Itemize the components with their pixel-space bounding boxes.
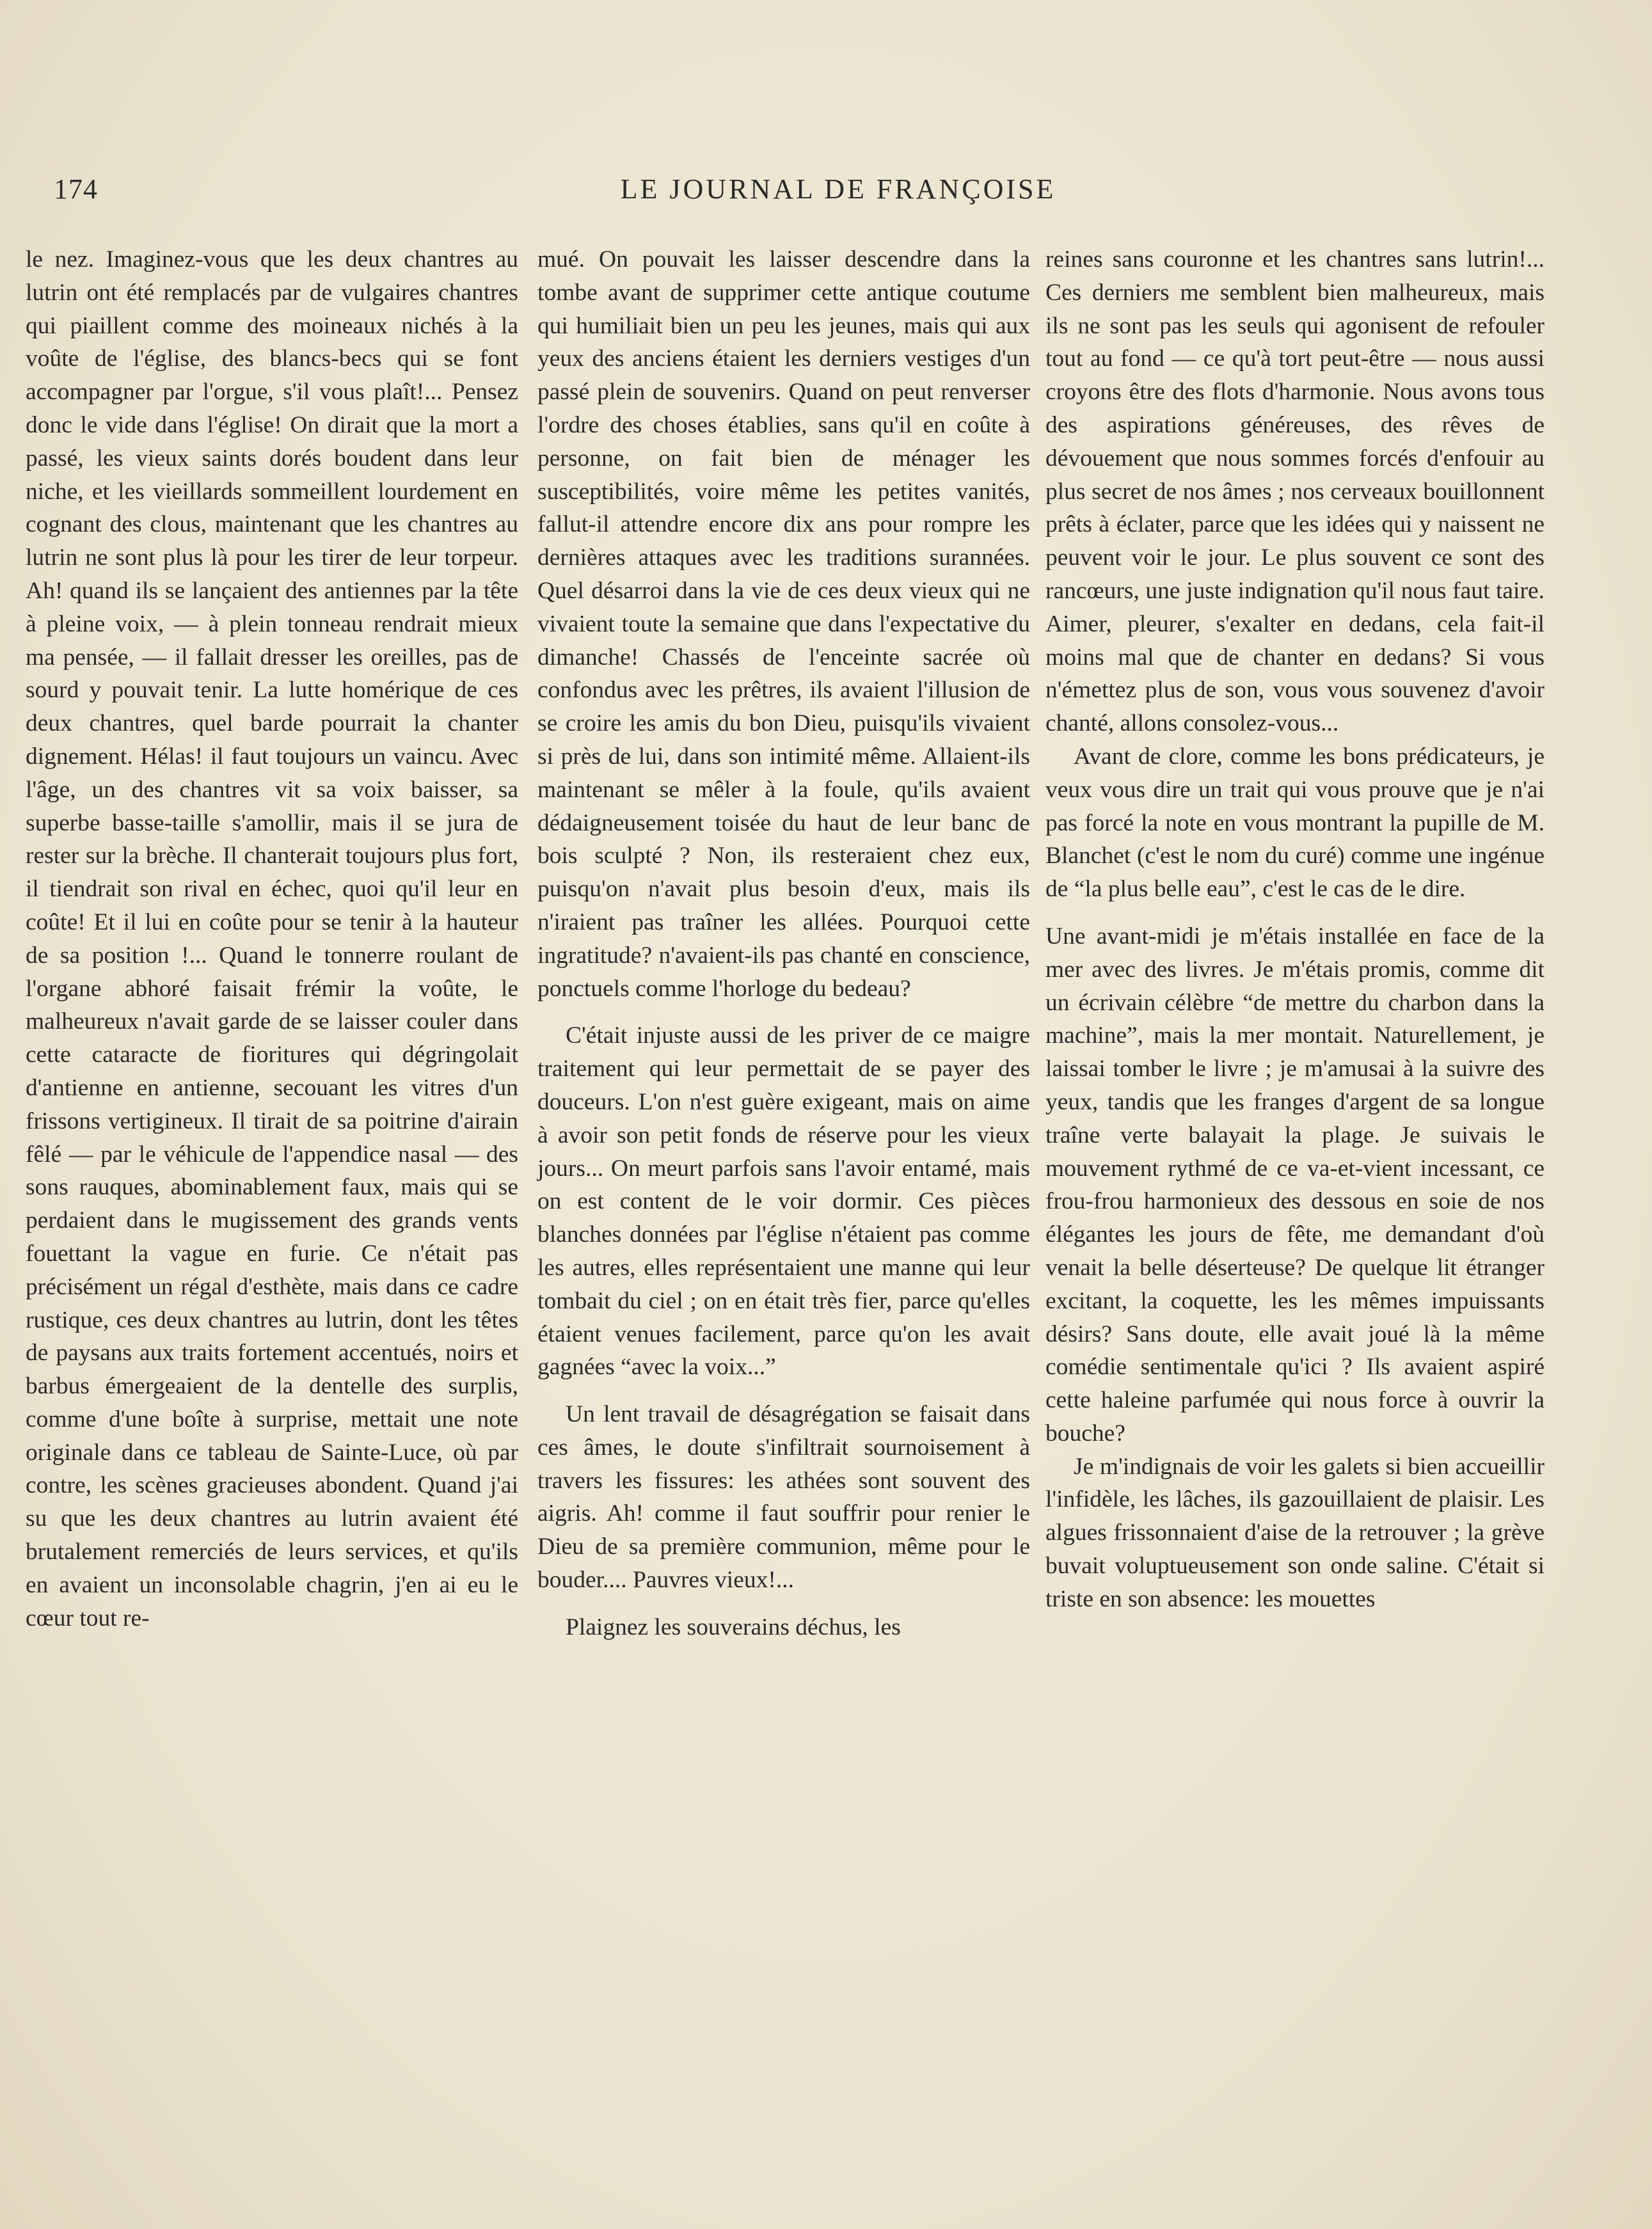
- paragraph: Une avant-midi je m'étais installée en face de la mer avec des livres. Je m'étais promis, comme dit un écrivain célèbre “de mettre du charbon dans la machine”, mais la mer montait. Naturellement, je laissai tomber le livre ; je m'amusai à la suivre des yeux, tandis que les franges d'argent de sa longue traîne verte balayait la plage. Je suivais le mouvement rythmé de ce va-et-vient incessant, ce frou-frou harmonieux des dessous en soie de nos élégantes les jours de fête, me demandant d'où venait la belle déserteuse? De quelque lit étranger excitant, la coquette, les les mêmes impuissants désirs? Sans doute, elle avait joué là la même comédie sentimentale qu'ici ? Ils avaient aspiré cette haleine parfumée qui nous force à ouvrir la bouche?: [1045, 923, 1545, 1447]
- running-head: [51, 173, 1574, 218]
- paragraph: Un lent travail de désagrégation se faisait dans ces âmes, le doute s'infiltrait sournoisement à travers les fissures: les athées sont souvent des aigris. Ah! comme il faut souffrir pour renier le Dieu de sa première communion, même pour le bouder.... Pauvres vieux!...: [537, 1401, 1030, 1594]
- paragraph: Avant de clore, comme les bons prédicateurs, je veux vous dire un trait qui vous prouve que je n'ai pas forcé la note en vous montrant la pupille de M. Blanchet (c'est le nom du curé) comme une ingénue de “la plus belle eau”, c'est le cas de le dire.: [1045, 743, 1545, 903]
- paragraph: Je m'indignais de voir les galets si bien accueillir l'infidèle, les lâches, ils gazouillaient de plaisir. Les algues frissonnaient d'aise de la retrouver ; la grève buvait voluptueusement son onde saline. C'était si triste en son absence: les mouettes: [1045, 1453, 1545, 1612]
- text-column-2: [537, 243, 1030, 2194]
- paragraph: le nez. Imaginez-vous que les deux chantres au lutrin ont été remplacés par de vulgaires chantres qui piaillent comme des moineaux nichés à la voûte de l'église, des blancs-becs qui se font accompagner par l'orgue, s'il vous plaît!... Pensez donc le vide dans l'église! On dirait que la mort a passé, les vieux saints dorés boudent dans leur niche, et les vieillards sommeillent lourdement en cognant des clous, maintenant que les chantres au lutrin ne sont plus là pour les tirer de leur torpeur. Ah! quand ils se lançaient des antiennes par la tête à pleine voix, — à plein tonneau rendrait mieux ma pensée, — il fallait dresser les oreilles, pas de sourd y pouvait tenir. La lutte homérique de ces deux chantres, quel barde pourrait la chanter dignement. Hélas! il faut toujours un vaincu. Avec l'âge, un des chantres vit sa voix baisser, sa superbe basse-taille s'amollir, mais il se jura de rester sur la brèche. Il chanterait toujours plus fort, il tiendrait son rival en échec, quoi qu'il leur en coûte! Et il lui en coûte pour se tenir à la hauteur de sa position !... Quand le tonnerre roulant de l'organe abhoré faisait frémir la voûte, le malheureux n'avait garde de se laisser couler dans cette cataracte de fioritures qui dégringolait d'antienne en antienne, secouant les vitres d'un frissons vertigineux. Il tirait de sa poitrine d'airain fêlé — par le véhicule de l'appendice nasal — des sons rauques, abominablement faux, mais qui se perdaient dans le mugissement des grands vents fouettant la vague en furie. Ce n'était pas précisément un régal d'esthète, mais dans ce cadre rustique, ces deux chantres au lutrin, dont les têtes de paysans aux traits fortement accentués, noirs et barbus émergeaient de la dentelle des surplis, comme d'une boîte à surprise, mettait une note originale dans ce tableau de Sainte-Luce, où par contre, les scènes gracieuses abondent. Quand j'ai su que les deux chantres au lutrin avaient été brutalement remerciés de leurs services, et qu'ils en avaient un inconsolable chagrin, j'en ai eu le cœur tout re-: [26, 246, 518, 1631]
- paragraph: Plaignez les souverains déchus, les: [566, 1614, 901, 1640]
- page-number: 174: [54, 173, 98, 205]
- journal-title: LE JOURNAL DE FRANÇOISE: [620, 173, 1056, 205]
- text-column-3: [1045, 243, 1545, 2194]
- paragraph: reines sans couronne et les chantres sans lutrin!... Ces derniers me semblent bien malheureux, mais ils ne sont pas les seuls qui agonisent de refouler tout au fond — ce qu'à tort peut-être — nous aussi croyons être des flots d'harmonie. Nous avons tous des aspirations généreuses, des rêves de dévouement que nous sommes forcés d'enfouir au plus secret de nos âmes ; nos cerveaux bouillonnent prêts à éclater, parce que les idées qui y naissent ne peuvent voir le jour. Le plus souvent ce sont des rancœurs, une juste indignation qu'il nous faut taire. Aimer, pleurer, s'exalter en dedans, cela fait-il moins mal que de chanter en dedans? Si vous n'émettez plus de son, vous vous souvenez d'avoir chanté, allons consolez-vous...: [1045, 246, 1545, 737]
- paragraph: C'était injuste aussi de les priver de ce maigre traitement qui leur permettait de se payer des douceurs. L'on n'est guère exigeant, mais on aime à avoir son petit fonds de réserve pour les vieux jours... On meurt parfois sans l'avoir entamé, mais on est content de le voir dormir. Ces pièces blanches données par l'église n'étaient pas comme les autres, elles représentaient une manne qui leur tombait du ciel ; on en était très fier, parce qu'elles étaient venues facilement, parce qu'on les avait gagnées “avec la voix...”: [537, 1022, 1030, 1381]
- paragraph: mué. On pouvait les laisser descendre dans la tombe avant de supprimer cette antique coutume qui humiliait bien un peu les jeunes, mais qui aux yeux des anciens étaient les derniers vestiges d'un passé plein de souvenirs. Quand on peut renverser l'ordre des choses établies, sans qu'il en coûte à personne, on fait bien de ménager les susceptibilités, voire même les petites vanités, fallut-il attendre encore dix ans pour rompre les dernières attaques avec les traditions surannées. Quel désarroi dans la vie de ces deux vieux qui ne vivaient toute la semaine que dans l'expectative du dimanche! Chassés de l'enceinte sacrée où confondus avec les prêtres, ils avaient l'illusion de se croire les amis du bon Dieu, puisqu'ils vivaient si près de lui, dans son intimité même. Allaient-ils maintenant se mêler à la foule, qu'ils avaient dédaigneusement toisée du haut de leur banc de bois sculpté ? Non, ils resteraient chez eux, puisqu'on n'avait plus besoin d'eux, mais ils n'iraient pas traîner les allées. Pourquoi cette ingratitude? n'avaient-ils pas chanté en conscience, ponctuels comme l'horloge du bedeau?: [537, 246, 1030, 1002]
- text-column-1: [26, 243, 518, 2194]
